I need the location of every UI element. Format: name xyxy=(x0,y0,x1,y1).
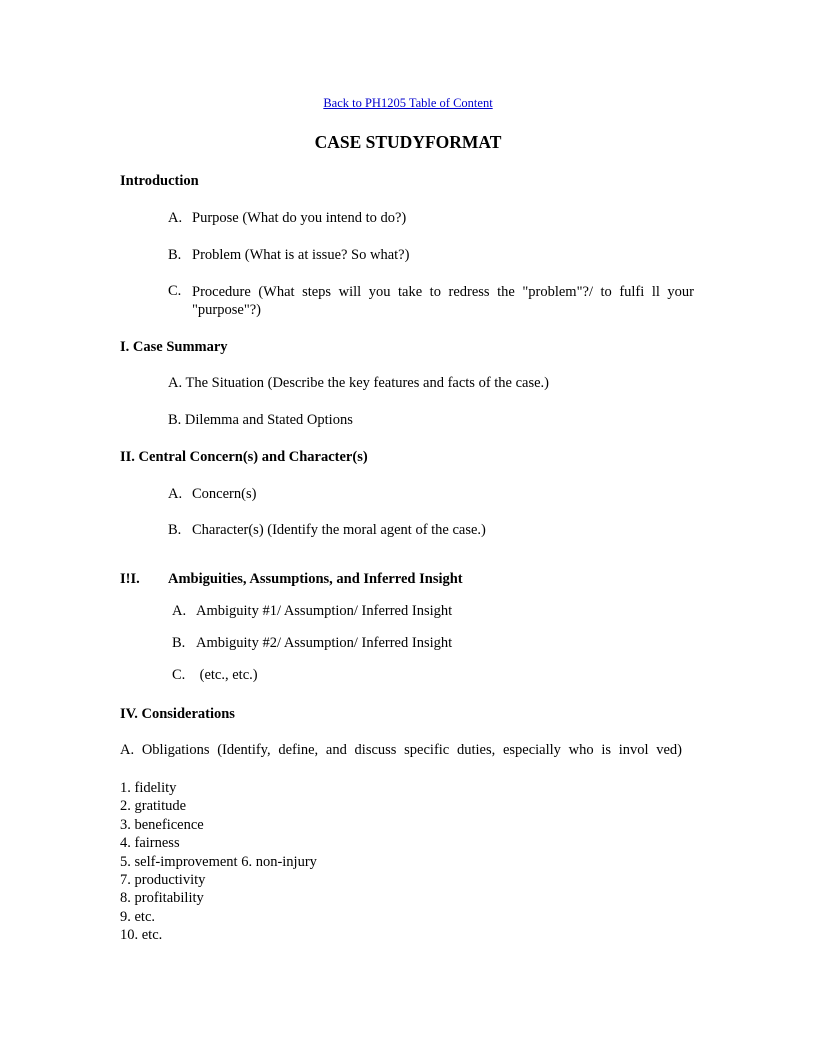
list-item-ambiguity-2 xyxy=(172,635,452,652)
item-letter: B. xyxy=(168,522,182,538)
item-text: Character(s) (Identify the moral agent of the case.) xyxy=(192,522,486,538)
obligations-paragraph: A. Obligations (Identify, define, and discuss specific duties, especially who is invol ved) xyxy=(120,742,682,758)
ambiguities-heading: Ambiguities, Assumptions, and Inferred Insight xyxy=(168,571,463,587)
page-title: CASE STUDYFORMAT xyxy=(314,132,502,152)
item-text: Purpose (What do you intend to do?) xyxy=(192,210,407,226)
item-letter: B. xyxy=(172,635,186,651)
list-item: 8. profitability xyxy=(120,890,204,907)
list-item-character xyxy=(168,522,486,539)
item-letter: C. xyxy=(172,667,186,683)
list-item-situation: A. The Situation (Describe the key features and facts of the case.) xyxy=(168,375,550,391)
list-item-etc xyxy=(172,667,258,684)
list-item: 2. gratitude xyxy=(120,798,187,815)
item-text: (etc., etc.) xyxy=(196,667,258,683)
item-letter: C. xyxy=(168,283,182,299)
list-item-procedure-letter xyxy=(168,283,181,300)
list-item-problem xyxy=(168,247,409,264)
list-item: 1. fidelity xyxy=(120,780,177,796)
ambiguities-numeral: I!I. xyxy=(120,571,140,587)
considerations-heading: IV. Considerations xyxy=(120,706,235,722)
case-summary-heading: I. Case Summary xyxy=(120,339,228,355)
list-item-ambiguity-1 xyxy=(172,603,452,620)
list-item: 9. etc. xyxy=(120,908,156,925)
list-item: 10. etc. xyxy=(120,927,163,944)
list-item-concern xyxy=(168,486,256,503)
list-item: 3. beneficence xyxy=(120,816,204,833)
list-item-purpose xyxy=(168,210,406,227)
list-item-procedure-text: Procedure (What steps will you take to redress the "problem"?/ to fulfi ll your xyxy=(192,284,694,300)
item-letter: A. xyxy=(168,210,183,226)
item-letter: A. xyxy=(172,603,187,619)
item-letter: A. xyxy=(168,486,183,502)
introduction-heading: Introduction xyxy=(120,173,199,189)
list-item: 4. fairness xyxy=(120,835,180,852)
list-item-procedure-continuation: "purpose"?) xyxy=(192,302,262,318)
central-concern-heading: II. Central Concern(s) and Character(s) xyxy=(120,449,368,465)
item-text: Ambiguity #1/ Assumption/ Inferred Insight xyxy=(196,603,453,619)
item-letter: B. xyxy=(168,247,182,263)
item-text: Problem (What is at issue? So what?) xyxy=(192,247,410,263)
item-text: Ambiguity #2/ Assumption/ Inferred Insight xyxy=(196,635,453,651)
item-text: Concern(s) xyxy=(192,486,257,502)
list-item: 7. productivity xyxy=(120,872,206,889)
list-item-dilemma: B. Dilemma and Stated Options xyxy=(168,412,353,428)
obligations-list xyxy=(120,779,317,945)
back-to-table-of-content-link[interactable]: Back to PH1205 Table of Content xyxy=(323,96,493,110)
list-item: 5. self-improvement 6. non-injury xyxy=(120,853,317,870)
